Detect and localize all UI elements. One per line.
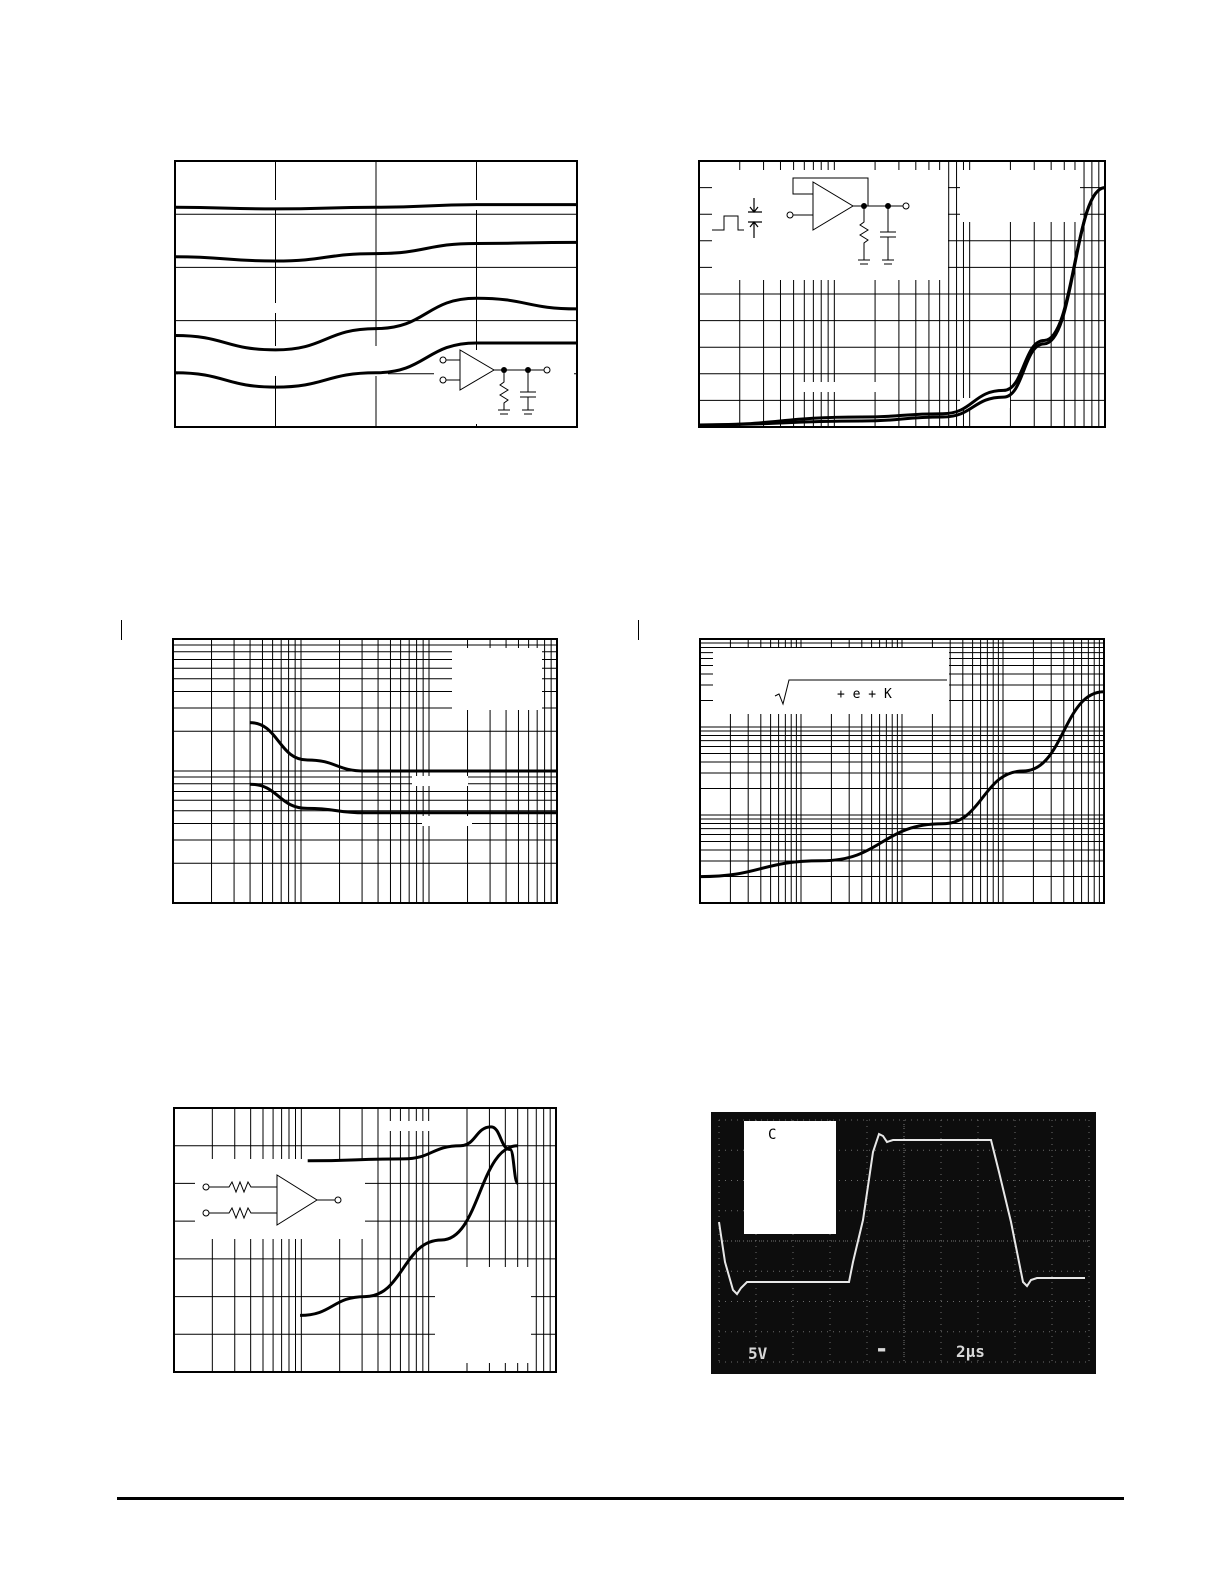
scope-legend-box: [744, 1121, 836, 1234]
formula-box: [713, 648, 949, 714]
chart-2: [698, 160, 1108, 430]
input-terminal: [787, 212, 793, 218]
input-terminal: [203, 1184, 209, 1190]
label-gap: [422, 816, 472, 826]
legend-box: [452, 648, 542, 710]
label-gap: [383, 1121, 433, 1131]
section-marker-left: [121, 620, 122, 640]
output-terminal: [903, 203, 909, 209]
label-gap: [178, 303, 228, 313]
label-gap: [274, 303, 320, 313]
section-marker-right: [638, 620, 639, 640]
series-curve-1: [250, 723, 557, 771]
scope-time-label: 2µs: [956, 1342, 985, 1361]
chart-5: [173, 1107, 561, 1375]
chart-1: [174, 160, 582, 430]
output-terminal: [544, 367, 550, 373]
oscilloscope-trace: [711, 1112, 1096, 1374]
chart-3: [172, 638, 562, 906]
chart-4: [699, 638, 1109, 906]
footer-rule: [117, 1497, 1124, 1500]
input-terminal: [440, 377, 446, 383]
scope-legend-text: C: [768, 1127, 777, 1143]
legend-box: [435, 1267, 531, 1363]
label-gap: [412, 776, 468, 786]
output-terminal: [335, 1197, 341, 1203]
formula-text: + e + K: [837, 687, 892, 702]
input-terminal: [440, 357, 446, 363]
scope-trigger-label: ▬: [878, 1342, 886, 1356]
series-curve-2: [250, 784, 557, 813]
label-gap: [798, 382, 898, 392]
scope-volts-label: 5V: [748, 1344, 768, 1363]
schematic-box: [712, 170, 948, 280]
legend-box: [960, 170, 1080, 222]
input-terminal: [203, 1210, 209, 1216]
